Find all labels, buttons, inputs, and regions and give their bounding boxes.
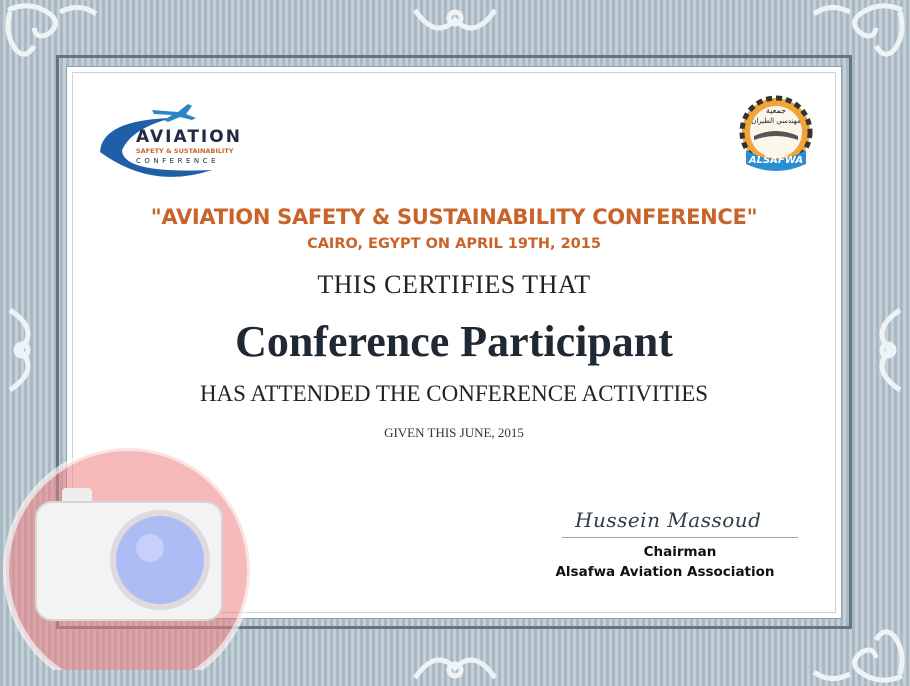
emblem-arabic-top: جمعية bbox=[765, 106, 787, 115]
ornament-top-center bbox=[405, 0, 505, 48]
signature-line bbox=[562, 537, 798, 538]
alsafwa-emblem bbox=[738, 92, 814, 176]
logo-word-safety: SAFETY & SUSTAINABILITY bbox=[136, 147, 234, 155]
recipient-name: Conference Participant bbox=[235, 317, 673, 366]
ornament-left-middle bbox=[0, 305, 50, 395]
certifies-heading: THIS CERTIFIES THAT bbox=[317, 270, 591, 299]
ornament-right-middle bbox=[860, 305, 910, 395]
attended-statement: HAS ATTENDED THE CONFERENCE ACTIVITIES bbox=[199, 381, 709, 406]
aviation-conference-logo bbox=[92, 100, 252, 185]
conference-title: "AVIATION SAFETY & SUSTAINABILITY CONFERENCE" bbox=[150, 205, 758, 229]
emblem-name: ALSAFWA bbox=[748, 155, 804, 166]
signer-organization: Alsafwa Aviation Association bbox=[555, 564, 775, 580]
logo-word-aviation: AVIATION bbox=[136, 127, 242, 147]
emblem-arabic-mid: مهندسي الطيران bbox=[751, 117, 801, 125]
conference-location: CAIRO, EGYPT ON APRIL 19TH, 2015 bbox=[307, 236, 601, 252]
camera-icon[interactable] bbox=[0, 430, 260, 670]
ornament-bottom-center bbox=[405, 640, 505, 686]
signature: Hussein Massoud bbox=[575, 508, 762, 532]
given-date: GIVEN THIS JUNE, 2015 bbox=[384, 425, 524, 440]
logo-word-conference: CONFERENCE bbox=[136, 157, 219, 165]
signer-title: Chairman bbox=[643, 544, 717, 560]
